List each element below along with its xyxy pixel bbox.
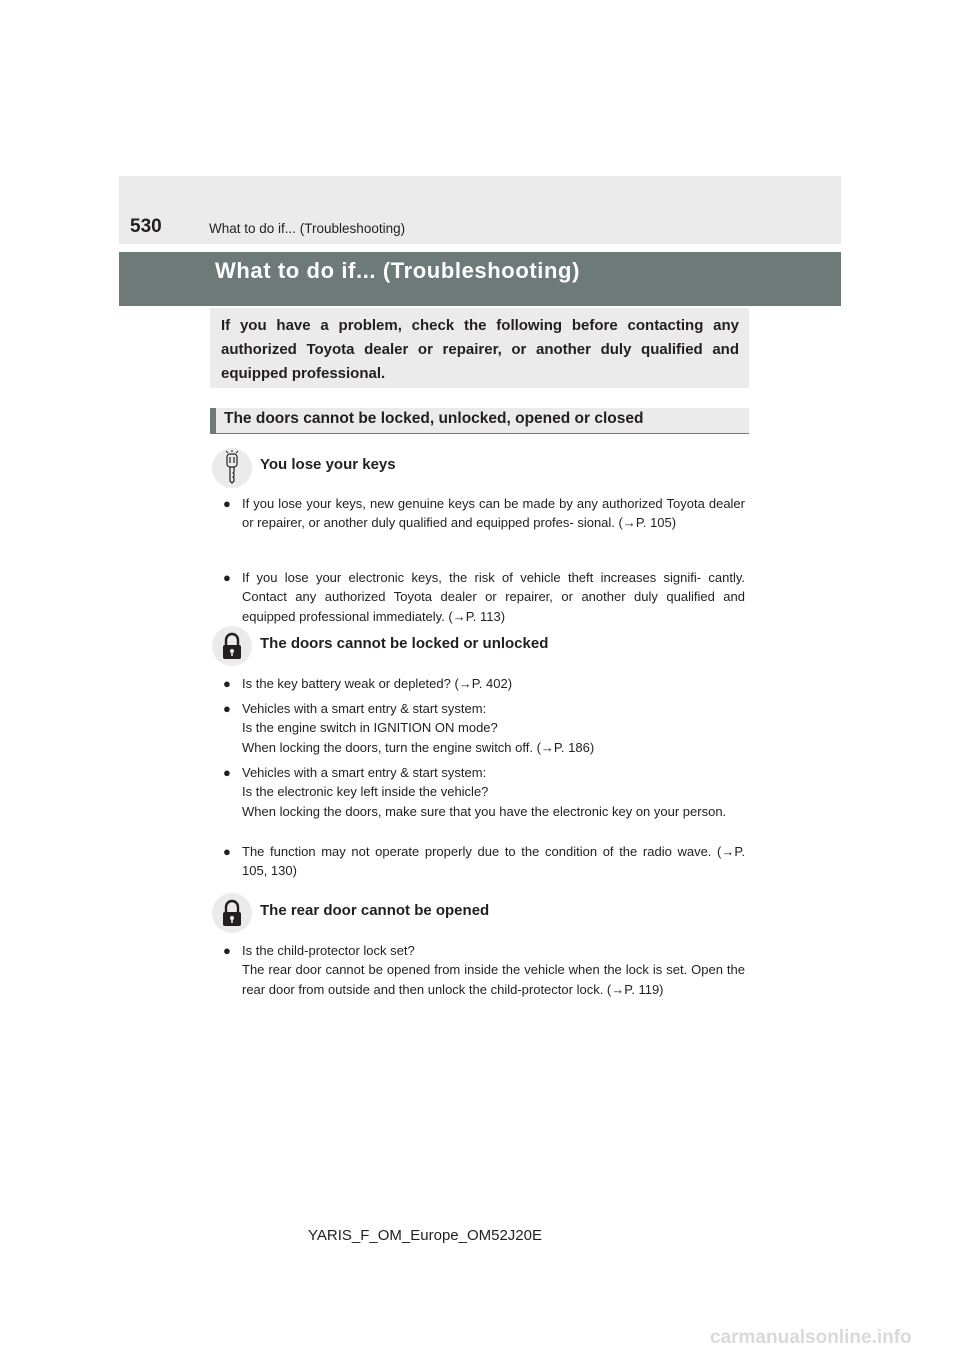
intro-text: If you have a problem, check the following before contacting any authorized Toyota dealer or repairer, or another duly qualified and equipped professional.: [221, 317, 739, 382]
list-item: If you lose your keys, new genuine keys can be made by any authorized Toyota dealer or repairer, or another duly qualified and equipped profes- sional. (→P. 105): [242, 496, 745, 531]
list-item: Is the child-protector lock set? The rear door cannot be opened from inside the vehicle when the lock is set. Open the rear door from outside and then unlock the child-protector lock. (→P. 119): [242, 943, 745, 997]
list-item: If you lose your electronic keys, the risk of vehicle theft increases signifi- cantly. Contact any authorized Toyota dealer or repairer, or another duly qualified and equipped professional immediately. (→P. 113): [242, 570, 745, 624]
watermark: carmanualsonline.info: [710, 1327, 912, 1348]
topic-title-rear-door: The rear door cannot be opened: [260, 902, 490, 919]
key-icon: [212, 448, 252, 488]
bullet-glyph: ●: [223, 496, 231, 511]
page-number: 530: [130, 216, 162, 237]
bullet-glyph: ●: [223, 676, 231, 691]
topic-title-lose-keys: You lose your keys: [260, 456, 396, 473]
running-title: What to do if... (Troubleshooting): [209, 221, 406, 236]
list-item: Vehicles with a smart entry & start system: Is the electronic key left inside the vehicle? When locking the doors, make sure that you have the electronic key on your person.: [242, 765, 727, 819]
bullet-glyph: ●: [223, 844, 231, 859]
section-heading: The doors cannot be locked, unlocked, opened or closed: [224, 410, 644, 427]
bullet-glyph: ●: [223, 570, 231, 585]
topic-title-doors-lock: The doors cannot be locked or unlocked: [260, 635, 549, 652]
list-item: Vehicles with a smart entry & start system: Is the engine switch in IGNITION ON mode? When locking the doors, turn the engine switch off. (→P. 186): [242, 701, 595, 755]
padlock-icon: [212, 893, 252, 933]
bullet-glyph: ●: [223, 701, 231, 716]
bullet-glyph: ●: [223, 943, 231, 958]
bullet-glyph: ●: [223, 765, 231, 780]
list-item: Is the key battery weak or depleted? (→P. 402): [242, 676, 513, 691]
model-code: YARIS_F_OM_Europe_OM52J20E: [308, 1227, 543, 1244]
list-item: The function may not operate properly due to the condition of the radio wave. (→P. 105, 130): [242, 844, 745, 879]
page-title: What to do if... (Troubleshooting): [215, 258, 580, 283]
padlock-icon: [212, 626, 252, 666]
